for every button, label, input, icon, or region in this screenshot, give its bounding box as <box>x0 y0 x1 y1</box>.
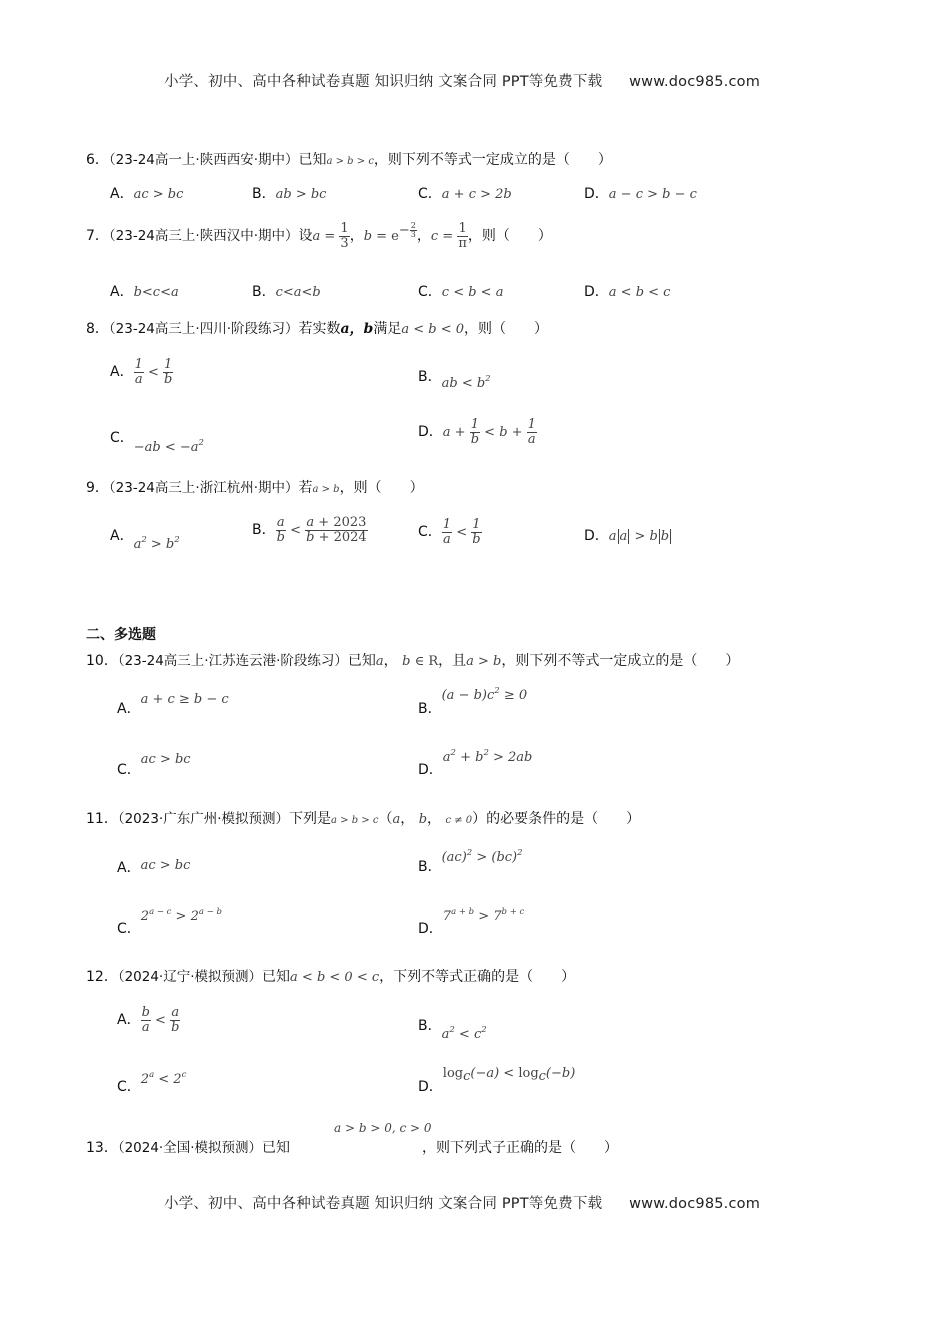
q10-option-d[interactable]: D．$a^2 + b^2 > 2ab$ <box>418 748 533 778</box>
q11-option-c[interactable]: C．$2^{a - c} > 2^{a - b}$ <box>117 907 222 937</box>
q9-option-c[interactable]: C． $\frac{1}{a}$ < $\frac{1}{b}$ <box>418 516 481 547</box>
q8-option-d[interactable]: D．a + $\frac{1}{b}$ < b + $\frac{1}{a}$ <box>418 416 536 447</box>
q6-condition: a > b > c <box>326 156 374 167</box>
footer-url[interactable]: www.doc985.com <box>629 1196 761 1212</box>
header-text: 小学、初中、高中各种试卷真题 知识归纳 文案合同 PPT等免费下载 <box>164 74 603 90</box>
q7-option-b[interactable]: B．c<a<b <box>252 284 321 300</box>
q7-option-c[interactable]: C．c < b < a <box>418 284 504 300</box>
q7-option-a[interactable]: A．b<c<a <box>110 284 179 300</box>
q9-option-a[interactable]: A．$a^2 > b^2$ <box>110 528 180 552</box>
question-12: 12．（2024·辽宁·模拟预测）已知a < b < 0 < c，下列不等式正确的是（ ） <box>86 969 576 985</box>
q13-condition: a > b > 0, c > 0 <box>334 1121 432 1135</box>
question-13: 13．（2024·全国·模拟预测）已知 ，则下列式子正确的是（ ） <box>86 1140 619 1156</box>
question-10: 10．（23-24高三上·江苏连云港·阶段练习）已知a， b ∈ R，且a > b，则下列不等式一定成立的是（ ） <box>86 653 740 669</box>
q12-option-d[interactable]: D．$\log_c(-a) < \log_c(-b)$ <box>418 1066 576 1095</box>
q7-option-d[interactable]: D．a < b < c <box>584 284 671 300</box>
q12-option-a[interactable]: A． $\frac{b}{a}$ < $\frac{a}{b}$ <box>117 1004 180 1035</box>
q11-option-b[interactable]: B．(ac)$^2$ > (bc)$^2$ <box>418 848 523 875</box>
q8-option-a[interactable]: A． $\frac{1}{a}$ < $\frac{1}{b}$ <box>110 356 173 387</box>
q11-option-a[interactable]: A．ac > bc <box>117 858 191 876</box>
q9-option-b[interactable]: B． $\frac{a}{b}$ < $\frac{a + 2023}{b + 2024}$ <box>252 514 367 545</box>
header-url[interactable]: www.doc985.com <box>629 74 761 90</box>
q10-option-c[interactable]: C．ac > bc <box>117 752 191 778</box>
q6-option-c[interactable]: C．a + c > 2b <box>418 186 512 202</box>
section-multiple-choice-title: 二、多选题 <box>86 627 156 643</box>
q6-option-b[interactable]: B．ab > bc <box>252 186 327 202</box>
question-9: 9．（23-24高三上·浙江杭州·期中）若a > b，则（ ） <box>86 480 424 496</box>
q10-option-b[interactable]: B．$(a - b)c^2 \ge 0$ <box>418 686 528 717</box>
question-8: 8．（23-24高三上·四川·阶段练习）若实数a，b满足a < b < 0，则（ ） <box>86 321 549 337</box>
question-6: 6．（23-24高一上·陕西西安·期中）已知a > b > c，则下列不等式一定成立的是（ ） <box>86 152 612 168</box>
q12-option-b[interactable]: B．$a^2 < c^2$ <box>418 1018 487 1042</box>
question-7: 7．（23-24高三上·陕西汉中·期中）设a = $\frac{1}{3}$ ，$b = e^{- \frac{2}{3}}$ ，c = $\frac{1}{\pi}$ ，则（ ） <box>86 220 552 251</box>
q6-option-a[interactable]: A．ac > bc <box>110 186 184 202</box>
q10-option-a[interactable]: A．a + c ≥ b − c <box>117 692 229 717</box>
page-header <box>164 70 760 91</box>
question-11: 11．（2023·广东广州·模拟预测）下列是a > b > c（a， b， c ≠ 0）的必要条件的是（ ） <box>86 811 641 827</box>
footer-text: 小学、初中、高中各种试卷真题 知识归纳 文案合同 PPT等免费下载 <box>164 1196 603 1212</box>
q9-option-d[interactable]: D．a a > b b <box>584 528 670 544</box>
page-footer <box>164 1192 760 1213</box>
q8-option-b[interactable]: B．ab < $b^2$ <box>418 369 491 391</box>
q11-option-d[interactable]: D．$7^{a + b} > 7^{b + c}$ <box>418 907 525 937</box>
q12-option-c[interactable]: C．$2^a < 2^c$ <box>117 1070 187 1095</box>
q6-option-d[interactable]: D．a − c > b − c <box>584 186 697 202</box>
q8-option-c[interactable]: C．$-ab < -a^2$ <box>110 430 204 455</box>
